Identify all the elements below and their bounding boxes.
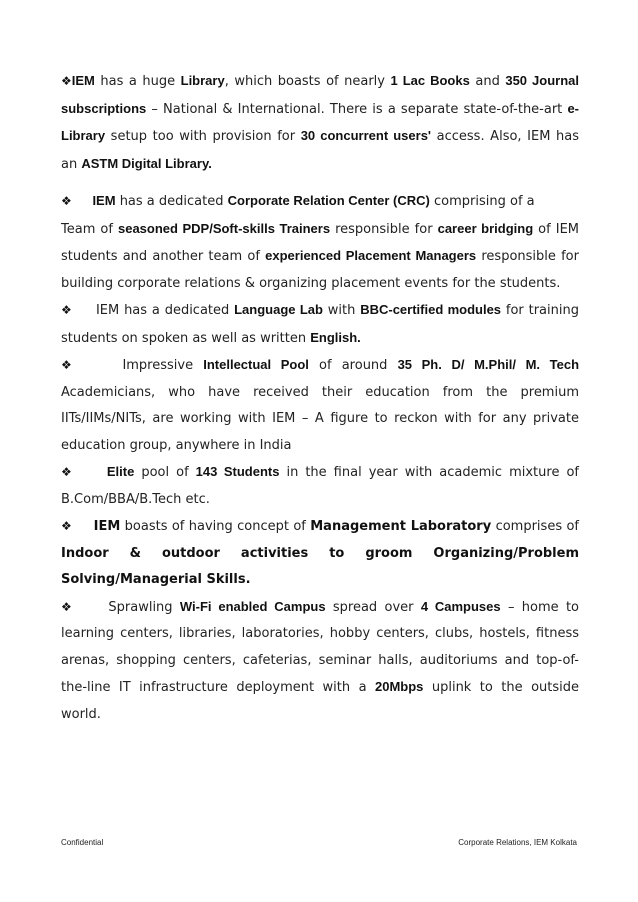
- text: , which boasts of nearly: [224, 74, 391, 89]
- text: – National & International. There is a separate state-of-the-art: [146, 101, 568, 117]
- text: comprises of: [491, 519, 579, 534]
- text-management-laboratory: Management Laboratory: [310, 519, 492, 534]
- page-footer: [61, 838, 577, 847]
- text: Team of: [61, 221, 118, 237]
- text-wifi-campus: Wi-Fi enabled Campus: [179, 598, 326, 614]
- text-campuses-count: 4 Campuses: [420, 598, 501, 614]
- diamond-bullet-icon: ❖: [61, 74, 72, 88]
- text: pool of: [134, 465, 196, 480]
- text-e-library: e-Library: [61, 100, 579, 143]
- footer-left-text: Confidential: [61, 838, 104, 847]
- text: responsible for building corporate relations & organizing placement events for the students.: [61, 249, 579, 291]
- paragraph-campus: [61, 594, 579, 729]
- text-iem: IEM: [71, 73, 95, 88]
- text-bandwidth: 20Mbps: [375, 679, 424, 694]
- text: Academicians, who have received their education from the premium IITs/IIMs/NITs, are working with IEM – A figure to reckon with for any private education group, anywhere in India: [61, 384, 579, 453]
- text: has a dedicated: [115, 194, 228, 209]
- text: in the final year with academic mixture of B.Com/BBA/B.Tech etc.: [61, 465, 579, 507]
- text: IEM has a dedicated: [95, 303, 235, 318]
- paragraph-crc: [61, 188, 579, 297]
- text-journal-subscriptions: 350 Journal subscriptions: [61, 73, 579, 116]
- text: setup too with provision for: [105, 129, 301, 144]
- text-crc: Corporate Relation Center (CRC): [227, 193, 430, 208]
- text: responsible for: [330, 221, 438, 237]
- text-english: English.: [310, 329, 361, 345]
- paragraph-language-lab: [61, 297, 579, 352]
- diamond-bullet-icon: ❖: [61, 303, 72, 317]
- text: Impressive: [122, 358, 204, 373]
- text-language-lab: Language Lab: [234, 302, 323, 317]
- text: comprising of a: [429, 194, 535, 209]
- text-iem: IEM: [92, 193, 116, 208]
- text-intellectual-pool: Intellectual Pool: [203, 357, 309, 372]
- text-trainers: seasoned PDP/Soft-skills Trainers: [117, 220, 331, 236]
- text: of around: [308, 358, 398, 373]
- text: with: [322, 303, 361, 318]
- paragraph-intellectual-pool: [61, 352, 579, 459]
- text-iem: IEM: [93, 519, 121, 534]
- text-students-count: 143 Students: [195, 464, 280, 479]
- text: Sprawling: [108, 599, 180, 615]
- paragraph-library: [61, 68, 579, 178]
- text: of IEM students and another team of: [61, 221, 580, 264]
- text-library: Library: [180, 73, 225, 88]
- text: and: [469, 74, 506, 89]
- text-career-bridging: career bridging: [437, 220, 534, 236]
- diamond-bullet-icon: ❖: [61, 358, 72, 372]
- text: – home to learning centers, libraries, laboratories, hobby centers, clubs, hostels, fitness arenas, shopping centers, cafeterias, seminar halls, auditoriums and top-of-the-line IT infrastructure deployment with a: [61, 599, 580, 695]
- text: boasts of having concept of: [120, 519, 311, 534]
- text: for training students on spoken as well as written: [61, 303, 579, 346]
- text-astm-digital-library: ASTM Digital Library.: [81, 155, 212, 171]
- text: spread over: [325, 599, 421, 615]
- document-body: [61, 68, 579, 728]
- paragraph-management-lab: [61, 513, 579, 594]
- diamond-bullet-icon: ❖: [61, 194, 72, 208]
- text-concurrent-users: 30 concurrent users': [300, 128, 432, 143]
- text-bbc-modules: BBC-certified modules: [360, 302, 502, 317]
- paragraph-elite-pool: [61, 459, 579, 513]
- text-placement-managers: experienced Placement Managers: [265, 248, 477, 263]
- text: access. Also, IEM has an: [61, 129, 580, 172]
- diamond-bullet-icon: ❖: [61, 465, 72, 479]
- text-indoor-outdoor-activities: Indoor & outdoor activities to groom Organizing/Problem Solving/Managerial Skills.: [61, 545, 579, 587]
- text: has a huge: [94, 74, 181, 89]
- text-elite: Elite: [106, 464, 135, 479]
- text-academicians-count: 35 Ph. D/ M.Phil/ M. Tech: [397, 357, 580, 372]
- text-books-count: 1 Lac Books: [390, 73, 470, 88]
- footer-right-text: Corporate Relations, IEM Kolkata: [458, 838, 577, 847]
- diamond-bullet-icon: ❖: [61, 519, 72, 533]
- text: uplink to the outside world.: [61, 680, 579, 722]
- diamond-bullet-icon: ❖: [61, 599, 72, 614]
